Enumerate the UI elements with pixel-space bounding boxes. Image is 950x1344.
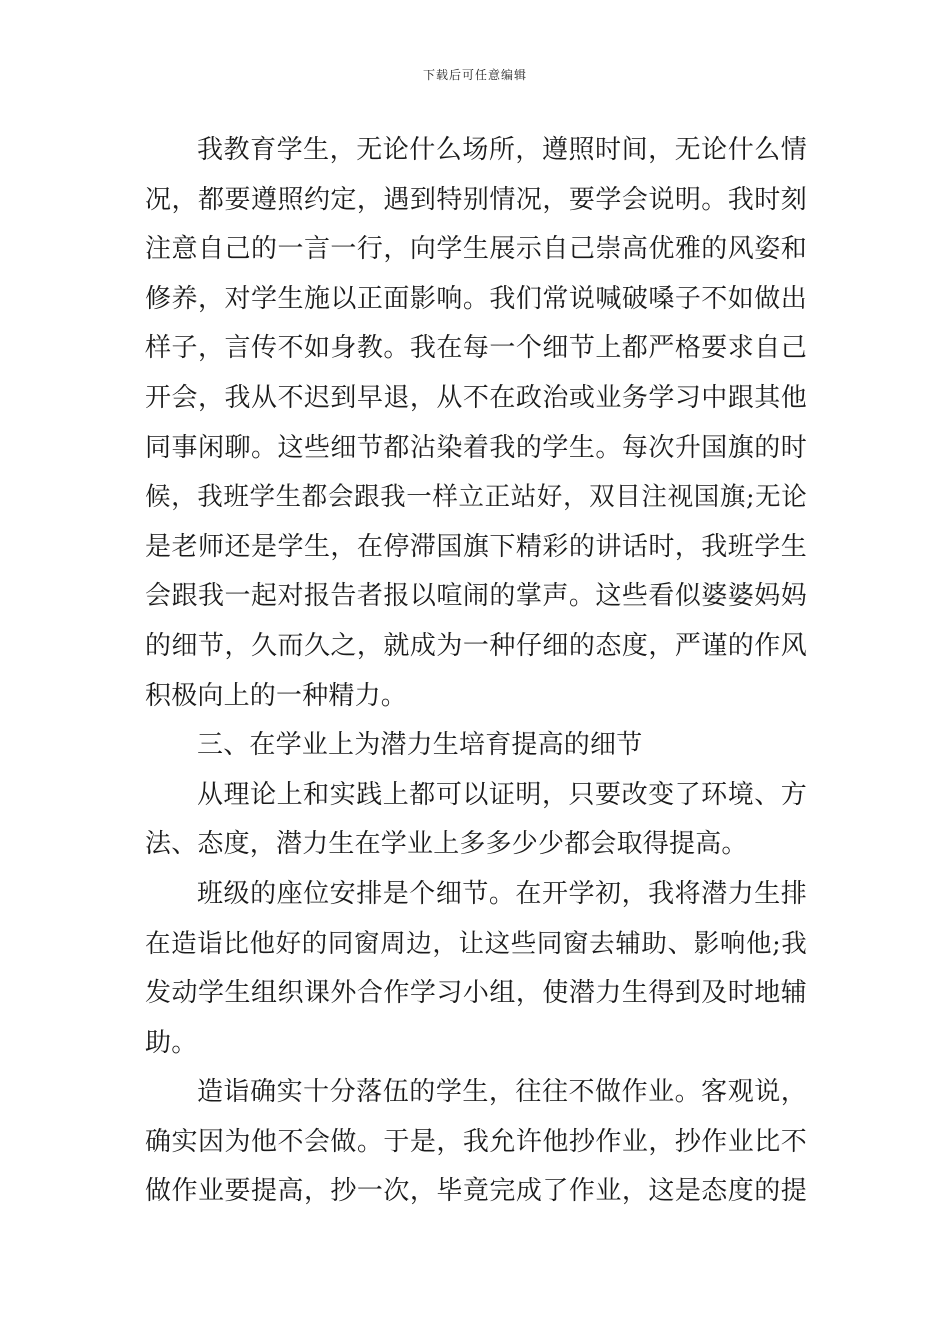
text-line: 的细节，久而久之，就成为一种仔细的态度，严谨的作风 [145,630,807,661]
text-line: 我教育学生，无论什么场所，遵照时间，无论什么情 [197,135,807,165]
text-line: 修养，对学生施以正面影响。我们常说喊破嗓子不如做出 [145,283,807,314]
text-line: 造诣确实十分落伍的学生，往往不做作业。客观说， [197,1077,807,1108]
text-line: 班级的座位安排是个细节。在开学初，我将潜力生排 [197,878,807,909]
text-line: 从理论上和实践上都可以证明，只要改变了环境、方 [197,779,807,810]
text-line: 发动学生组织课外合作学习小组，使潜力生得到及时地辅 [145,978,807,1009]
text-line: 助。 [145,1027,198,1058]
text-line: 同事闲聊。这些细节都沾染着我的学生。每次升国旗的时 [145,432,807,463]
text-line: 样子，言传不如身教。我在每一个细节上都严格要求自己 [145,333,807,364]
text-line: 做作业要提高，抄一次，毕竟完成了作业，这是态度的提 [145,1176,807,1207]
body-text [145,126,807,1217]
page-header: 下载后可任意编辑 [422,68,527,82]
text-line: 三、在学业上为潜力生培育提高的细节 [197,730,643,761]
text-line: 况，都要遵照约定，遇到特别情况，要学会说明。我时刻 [145,184,807,215]
text-line: 积极向上的一种精力。 [145,680,408,711]
text-line: 会跟我一起对报告者报以喧闹的掌声。这些看似婆婆妈妈 [145,581,807,612]
text-line: 注意自己的一言一行，向学生展示自己崇高优雅的风姿和 [145,234,807,265]
text-line: 开会，我从不迟到早退，从不在政治或业务学习中跟其他 [145,382,807,413]
text-line: 在造诣比他好的同窗周边，让这些同窗去辅助、影响他;我 [145,928,807,959]
text-line: 法、态度，潜力生在学业上多多少少都会取得提高。 [145,829,748,860]
text-line: 候，我班学生都会跟我一样立正站好，双目注视国旗;无论 [145,482,807,513]
text-line: 是老师还是学生，在停滞国旗下精彩的讲话时，我班学生 [145,531,807,562]
text-line: 确实因为他不会做。于是，我允许他抄作业，抄作业比不 [145,1126,807,1157]
